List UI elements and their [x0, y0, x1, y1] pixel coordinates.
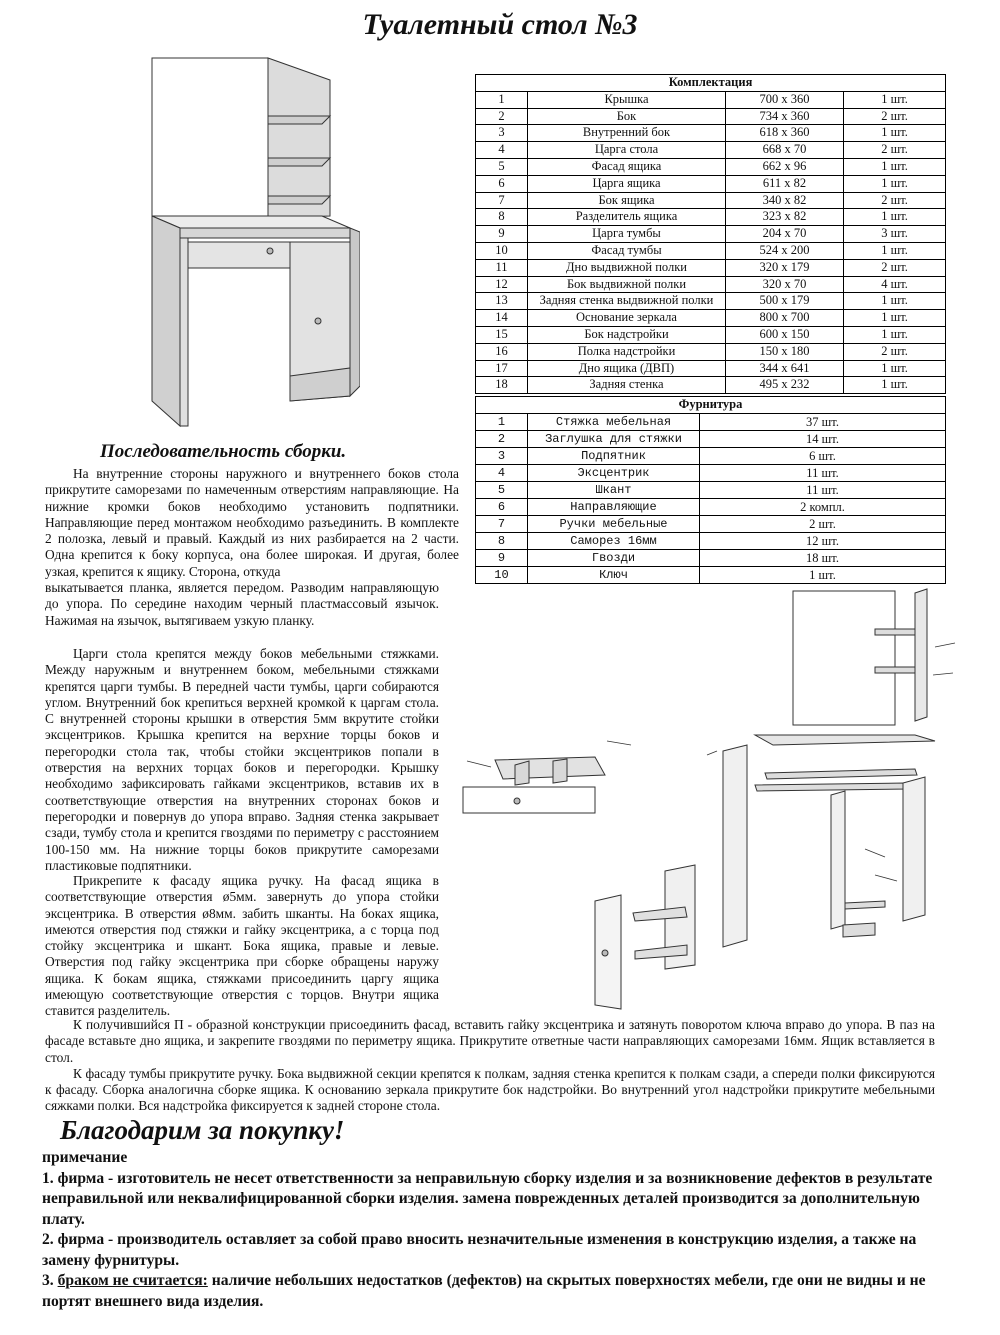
kit-table-row	[476, 91, 946, 108]
hardware-table-row	[476, 532, 946, 549]
hardware-item-qty: 37 шт.	[700, 413, 946, 430]
kit-item-number: 11	[476, 259, 528, 276]
hardware-item-qty: 2 шт.	[700, 515, 946, 532]
kit-item-size: 323 х 82	[726, 209, 844, 226]
kit-table-row	[476, 293, 946, 310]
hardware-item-qty: 12 шт.	[700, 532, 946, 549]
hardware-item-number: 4	[476, 464, 528, 481]
kit-item-name: Дно выдвижной полки	[528, 259, 726, 276]
kit-item-qty: 2 шт.	[844, 343, 946, 360]
kit-item-size: 500 х 179	[726, 293, 844, 310]
hardware-item-name: Гвозди	[528, 549, 700, 566]
kit-item-qty: 1 шт.	[844, 377, 946, 394]
kit-item-name: Дно ящика (ДВП)	[528, 360, 726, 377]
assembly-paragraph-4b: К фасаду тумбы прикрутите ручку. Бока выдвижной секции крепятся к полкам, задняя стенка крепится к полкам сзади, а спереди полки фиксируются к фасаду. Сборка аналогична сборке ящика. К основанию зеркала прикрутите бок надстройки. Во внутренний угол надстройки прикрутите мебельными сяжками полки. Вся надстройка фиксируется к задней стороне стола.	[45, 1065, 935, 1114]
hardware-item-number: 1	[476, 413, 528, 430]
kit-item-qty: 1 шт.	[844, 310, 946, 327]
kit-item-name: Разделитель ящика	[528, 209, 726, 226]
kit-table-header: Комплектация	[476, 75, 946, 92]
kit-item-size: 618 х 360	[726, 125, 844, 142]
kit-item-qty: 1 шт.	[844, 293, 946, 310]
kit-item-name: Царга ящика	[528, 175, 726, 192]
kit-item-number: 7	[476, 192, 528, 209]
hardware-item-name: Направляющие	[528, 498, 700, 515]
note-3-text: наличие небольших недостатков (дефектов) на скрытых поверхностях мебели, где они не видны и не портят внешнего вида изделия.	[42, 1272, 926, 1310]
kit-item-size: 495 х 232	[726, 377, 844, 394]
kit-table-row	[476, 125, 946, 142]
hardware-item-qty: 18 шт.	[700, 549, 946, 566]
page-title: Туалетный стол №3	[362, 8, 638, 41]
hardware-table-row	[476, 515, 946, 532]
kit-item-number: 8	[476, 209, 528, 226]
hardware-item-qty: 14 шт.	[700, 430, 946, 447]
hardware-table-row	[476, 549, 946, 566]
kit-table-row	[476, 377, 946, 394]
hardware-item-number: 10	[476, 566, 528, 583]
kit-table-row	[476, 192, 946, 209]
kit-item-qty: 2 шт.	[844, 192, 946, 209]
assembly-paragraph-2: Царги стола крепятся между боков мебельными стяжками. Между наружным и внутреннем боком, мебельными стяжками крепятся царги тумбы. В передней части тумбы, царги собираются углом. Внутренний бок крепиться верхней кромкой к царгам стола. С внутренней стороны крышки в отверстия 5мм вкрутите стойки эксцентриков. Крышка крепится на верхние торцы боков и перегородки стола так, чтобы стойки эксцентриков попали в отверстия на верхних торцах боков и перегородки. Крышку необходимо зафиксировать гайками эксцентриков, вставив их в соответствующие отверстия на внутренних сторонах боков и перегородки и повернув до упора вправо. Задняя стенка закрывает сзади, тумбу стола и крепится гвоздями по периметру с расстоянием 100-150 мм. На нижние торцы боков прикрутите саморезами пластиковые подпятники.	[45, 646, 439, 873]
hardware-item-name: Ручки мебельные	[528, 515, 700, 532]
hardware-item-number: 2	[476, 430, 528, 447]
kit-item-name: Фасад ящика	[528, 158, 726, 175]
kit-item-size: 611 х 82	[726, 175, 844, 192]
hardware-table-row	[476, 464, 946, 481]
kit-item-name: Царга тумбы	[528, 226, 726, 243]
note-3-defect-label: браком не считается:	[57, 1272, 208, 1289]
kit-item-number: 14	[476, 310, 528, 327]
dressing-table-illustration	[140, 56, 360, 436]
hardware-table-row	[476, 413, 946, 430]
hardware-item-number: 7	[476, 515, 528, 532]
kit-item-name: Бок	[528, 108, 726, 125]
kit-item-name: Бок надстройки	[528, 326, 726, 343]
kit-item-size: 524 х 200	[726, 242, 844, 259]
kit-item-name: Полка надстройки	[528, 343, 726, 360]
kit-item-name: Бок ящика	[528, 192, 726, 209]
kit-table-row	[476, 360, 946, 377]
assembly-heading: Последовательность сборки.	[100, 441, 347, 462]
kit-item-qty: 2 шт.	[844, 142, 946, 159]
kit-item-qty: 1 шт.	[844, 242, 946, 259]
kit-item-size: 600 х 150	[726, 326, 844, 343]
kit-item-size: 150 х 180	[726, 343, 844, 360]
kit-table-row	[476, 310, 946, 327]
kit-item-number: 17	[476, 360, 528, 377]
kit-item-number: 10	[476, 242, 528, 259]
kit-table-row	[476, 108, 946, 125]
kit-item-qty: 2 шт.	[844, 108, 946, 125]
kit-item-name: Бок выдвижной полки	[528, 276, 726, 293]
assembly-paragraph-4a: К получившийся П - образной конструкции присоединить фасад, вставить гайку эксцентрика и затянуть поворотом ключа вправо до упора. В паз на фасаде вставьте дно ящика, и закрепите гвоздями по периметру ящика. Прикрутите ответные части направляющих саморезами 16мм. Ящик вставляется в стол.	[45, 1017, 935, 1065]
kit-item-size: 800 х 700	[726, 310, 844, 327]
hardware-item-name: Саморез 16мм	[528, 532, 700, 549]
kit-item-number: 4	[476, 142, 528, 159]
kit-item-qty: 1 шт.	[844, 175, 946, 192]
kit-table	[475, 74, 946, 394]
kit-item-qty: 1 шт.	[844, 125, 946, 142]
hardware-item-qty: 11 шт.	[700, 481, 946, 498]
kit-table-row	[476, 175, 946, 192]
hardware-item-qty: 2 компл.	[700, 498, 946, 515]
hardware-table	[475, 396, 946, 584]
kit-item-number: 13	[476, 293, 528, 310]
kit-table-row	[476, 259, 946, 276]
kit-item-size: 662 х 96	[726, 158, 844, 175]
hardware-item-name: Эксцентрик	[528, 464, 700, 481]
kit-item-name: Основание зеркала	[528, 310, 726, 327]
hardware-item-name: Подпятник	[528, 447, 700, 464]
hardware-table-row	[476, 430, 946, 447]
kit-table-row	[476, 226, 946, 243]
kit-item-size: 204 х 70	[726, 226, 844, 243]
kit-item-qty: 4 шт.	[844, 276, 946, 293]
kit-item-number: 16	[476, 343, 528, 360]
hardware-item-number: 9	[476, 549, 528, 566]
kit-item-qty: 1 шт.	[844, 326, 946, 343]
assembly-paragraph-3: Прикрепите к фасаду ящика ручку. На фасад ящика в соответствующие отверстия ø5мм. завернуть до упора стойки эксцентрика. В отверстия ø8мм. забить шканты. На боках ящика, имеются отверстия под стяжки и гайку эксцентрика, а с торца под стойку эксцентрика и шкант. Бока ящика, правые и левые. Отверстия под гайку эксцентрика при сборке обращены наружу ящика. К бокам ящика, стяжками присоединить царгу ящика имеющую соответствующие отверстия с торцов. Внутри ящика ставится разделитель.	[45, 873, 439, 1019]
kit-item-number: 5	[476, 158, 528, 175]
kit-item-number: 18	[476, 377, 528, 394]
exploded-assembly-diagram	[455, 585, 975, 1010]
hardware-item-name: Шкант	[528, 481, 700, 498]
assembly-paragraph-4	[45, 1017, 935, 1115]
hardware-item-qty: 11 шт.	[700, 464, 946, 481]
kit-item-name: Царга стола	[528, 142, 726, 159]
note-2: 2. фирма - производитель оставляет за собой право вносить незначительные изменения в конструкцию изделия, а также на замену фурнитуры.	[42, 1231, 917, 1269]
kit-item-name: Крышка	[528, 91, 726, 108]
kit-item-qty: 1 шт.	[844, 209, 946, 226]
hardware-item-number: 6	[476, 498, 528, 515]
kit-item-name: Фасад тумбы	[528, 242, 726, 259]
kit-item-name: Задняя стенка выдвижной полки	[528, 293, 726, 310]
kit-item-size: 320 х 179	[726, 259, 844, 276]
hardware-item-qty: 1 шт.	[700, 566, 946, 583]
notes-section	[42, 1148, 962, 1312]
hardware-item-number: 8	[476, 532, 528, 549]
kit-item-qty: 1 шт.	[844, 158, 946, 175]
kit-item-size: 340 х 82	[726, 192, 844, 209]
kit-item-size: 734 х 360	[726, 108, 844, 125]
hardware-table-row	[476, 447, 946, 464]
assembly-paragraph-1-cont: выкатывается планка, является передом. Разводим направляющую до упора. По середине находим черный пластмассовый язычок. Нажимая на язычок, вытягиваем узкую планку.	[45, 580, 439, 628]
kit-item-size: 320 х 70	[726, 276, 844, 293]
hardware-table-row	[476, 566, 946, 583]
kit-item-name: Внутренний бок	[528, 125, 726, 142]
kit-item-size: 668 х 70	[726, 142, 844, 159]
kit-table-row	[476, 343, 946, 360]
kit-table-row	[476, 276, 946, 293]
hardware-item-name: Ключ	[528, 566, 700, 583]
hardware-item-number: 3	[476, 447, 528, 464]
kit-table-row	[476, 242, 946, 259]
kit-item-qty: 1 шт.	[844, 91, 946, 108]
hardware-item-number: 5	[476, 481, 528, 498]
kit-table-row	[476, 209, 946, 226]
kit-item-name: Задняя стенка	[528, 377, 726, 394]
hardware-item-qty: 6 шт.	[700, 447, 946, 464]
kit-item-qty: 2 шт.	[844, 259, 946, 276]
kit-item-number: 1	[476, 91, 528, 108]
hardware-table-row	[476, 498, 946, 515]
note-3-prefix: 3.	[42, 1272, 58, 1289]
hardware-item-name: Стяжка мебельная	[528, 413, 700, 430]
notes-label: примечание	[42, 1149, 128, 1166]
kit-table-row	[476, 158, 946, 175]
kit-item-number: 2	[476, 108, 528, 125]
note-1: 1. фирма - изготовитель не несет ответственности за неправильную сборку изделия и за возникновение дефектов в результате неправильной или неквалифицированной сборки изделия. замена поврежденных деталей производится за дополнительную плату.	[42, 1169, 933, 1228]
hardware-table-header: Фурнитура	[476, 397, 946, 414]
hardware-table-row	[476, 481, 946, 498]
thanks-message: Благодарим за покупку!	[60, 1115, 345, 1145]
kit-item-size: 700 х 360	[726, 91, 844, 108]
kit-item-number: 15	[476, 326, 528, 343]
kit-item-number: 3	[476, 125, 528, 142]
note-3	[42, 1271, 962, 1312]
kit-item-number: 6	[476, 175, 528, 192]
kit-item-size: 344 х 641	[726, 360, 844, 377]
kit-item-qty: 1 шт.	[844, 360, 946, 377]
kit-table-row	[476, 142, 946, 159]
kit-item-qty: 3 шт.	[844, 226, 946, 243]
assembly-paragraph-1: На внутренние стороны наружного и внутреннего боков стола прикрутите саморезами по намеченным отверстиям направляющие. На нижние кромки боков необходимо установить подпятники. Направляющие перед монтажом необходимо разъединить. В комплекте 2 полозка, левый и правый. Каждый из них разбирается на 2 части. Одна крепится к боку корпуса, она более широкая. И другая, более узкая, крепится к ящику. Сторона, откуда	[45, 466, 459, 579]
kit-item-number: 12	[476, 276, 528, 293]
kit-table-row	[476, 326, 946, 343]
kit-item-number: 9	[476, 226, 528, 243]
hardware-item-name: Заглушка для стяжки	[528, 430, 700, 447]
